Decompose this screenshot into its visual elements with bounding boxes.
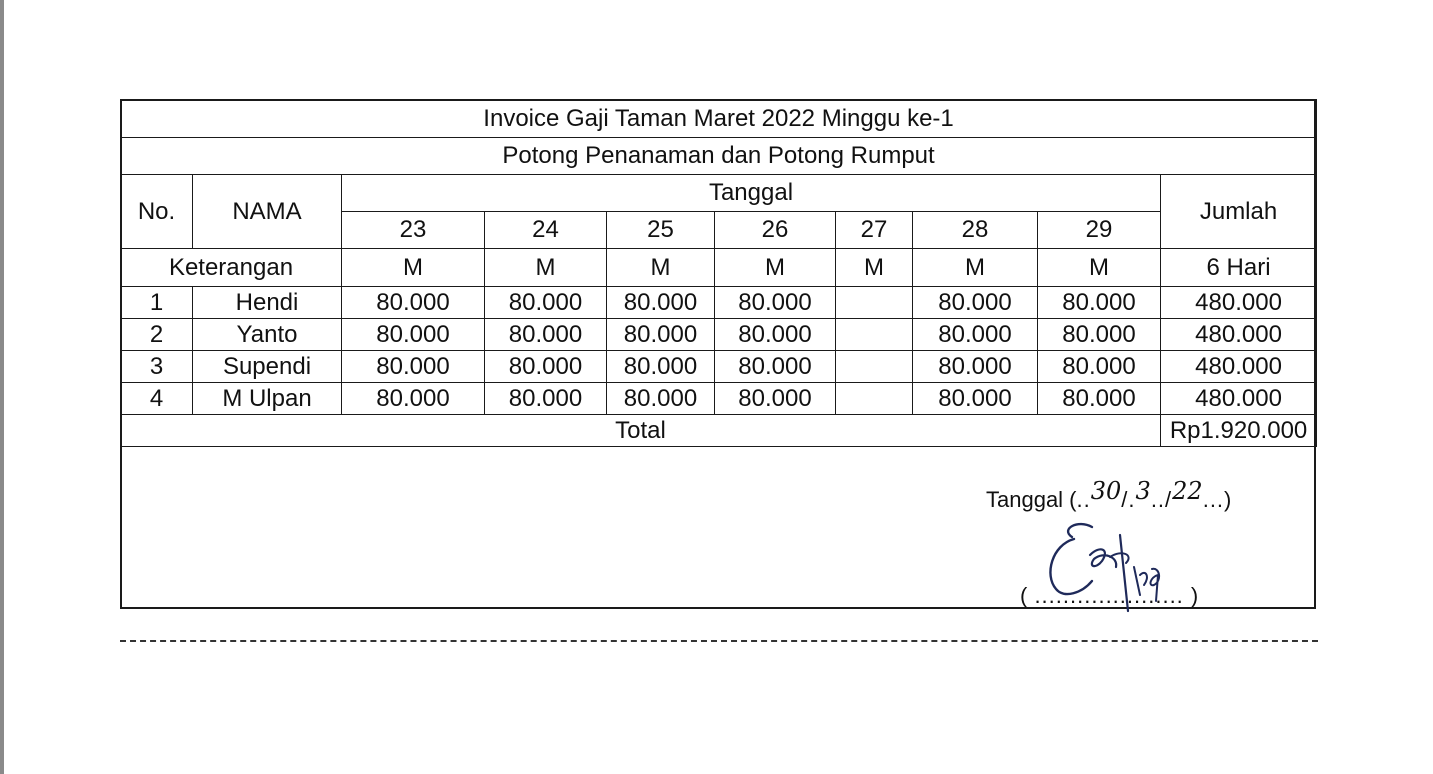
keterangan-code: M: [342, 249, 485, 287]
daily-wage: 80.000: [913, 319, 1038, 351]
name-close: ): [1190, 583, 1199, 608]
daily-wage: 80.000: [1038, 287, 1161, 319]
grand-total: Rp1.920.000: [1161, 415, 1317, 447]
date-cell: 24: [485, 212, 607, 249]
daily-wage: [836, 287, 913, 319]
daily-wage: [836, 383, 913, 415]
signature-date: [986, 477, 1232, 513]
worker-name: M Ulpan: [193, 383, 342, 415]
daily-wage: 80.000: [1038, 351, 1161, 383]
daily-wage: 80.000: [485, 383, 607, 415]
daily-wage: [836, 351, 913, 383]
daily-wage: 80.000: [342, 351, 485, 383]
daily-wage: 80.000: [913, 383, 1038, 415]
daily-wage: 80.000: [607, 351, 715, 383]
cut-line: [120, 640, 1318, 642]
scan-edge: [0, 0, 4, 774]
table-row: [121, 351, 1317, 383]
row-jumlah: 480.000: [1161, 319, 1317, 351]
worker-name: Hendi: [193, 287, 342, 319]
daily-wage: 80.000: [485, 319, 607, 351]
date-separator: /.: [1121, 487, 1136, 512]
date-close: ): [1224, 487, 1232, 512]
daily-wage: 80.000: [715, 383, 836, 415]
date-label: Tanggal (: [986, 487, 1077, 512]
daily-wage: 80.000: [485, 351, 607, 383]
date-cell: 25: [607, 212, 715, 249]
daily-wage: 80.000: [607, 383, 715, 415]
keterangan-code: M: [485, 249, 607, 287]
keterangan-code: M: [715, 249, 836, 287]
keterangan-code: M: [607, 249, 715, 287]
date-dots: ..: [1076, 487, 1091, 512]
daily-wage: 80.000: [342, 383, 485, 415]
daily-wage: 80.000: [913, 287, 1038, 319]
signature-name-line: [1020, 583, 1198, 609]
handwritten-year: 22: [1172, 477, 1203, 505]
date-separator: ../: [1150, 487, 1173, 512]
daily-wage: 80.000: [715, 287, 836, 319]
row-number: 3: [121, 351, 193, 383]
daily-wage: 80.000: [607, 319, 715, 351]
daily-wage: 80.000: [715, 351, 836, 383]
total-days: 6 Hari: [1161, 249, 1317, 287]
total-label: Total: [121, 415, 1161, 447]
keterangan-code: M: [836, 249, 913, 287]
header-jumlah: Jumlah: [1161, 175, 1317, 249]
header-nama: NAMA: [193, 175, 342, 249]
row-jumlah: 480.000: [1161, 351, 1317, 383]
invoice-table: [120, 99, 1317, 447]
handwritten-day: 30: [1090, 477, 1122, 505]
invoice-subtitle: Potong Penanaman dan Potong Rumput: [121, 138, 1317, 175]
daily-wage: 80.000: [715, 319, 836, 351]
worker-name: Supendi: [193, 351, 342, 383]
keterangan-code: M: [913, 249, 1038, 287]
date-dots: ...: [1202, 487, 1225, 512]
table-row: [121, 383, 1317, 415]
row-jumlah: 480.000: [1161, 287, 1317, 319]
date-cell: 29: [1038, 212, 1161, 249]
name-dots: .....................: [1027, 583, 1191, 608]
row-jumlah: 480.000: [1161, 383, 1317, 415]
daily-wage: 80.000: [485, 287, 607, 319]
table-row: [121, 319, 1317, 351]
daily-wage: 80.000: [1038, 383, 1161, 415]
date-cell: 28: [913, 212, 1038, 249]
name-open: (: [1020, 583, 1028, 608]
header-no: No.: [121, 175, 193, 249]
worker-name: Yanto: [193, 319, 342, 351]
row-number: 4: [121, 383, 193, 415]
handwritten-month: 3: [1135, 477, 1151, 505]
row-number: 2: [121, 319, 193, 351]
date-cell: 26: [715, 212, 836, 249]
daily-wage: [836, 319, 913, 351]
table-row: [121, 287, 1317, 319]
header-tanggal: Tanggal: [342, 175, 1161, 212]
date-cell: 23: [342, 212, 485, 249]
invoice-title: Invoice Gaji Taman Maret 2022 Minggu ke-1: [121, 100, 1317, 138]
date-cell: 27: [836, 212, 913, 249]
daily-wage: 80.000: [607, 287, 715, 319]
row-number: 1: [121, 287, 193, 319]
keterangan-code: M: [1038, 249, 1161, 287]
signature-text: Erfiq: [1030, 515, 1033, 516]
daily-wage: 80.000: [342, 319, 485, 351]
keterangan-label: Keterangan: [121, 249, 342, 287]
daily-wage: 80.000: [342, 287, 485, 319]
daily-wage: 80.000: [913, 351, 1038, 383]
daily-wage: 80.000: [1038, 319, 1161, 351]
